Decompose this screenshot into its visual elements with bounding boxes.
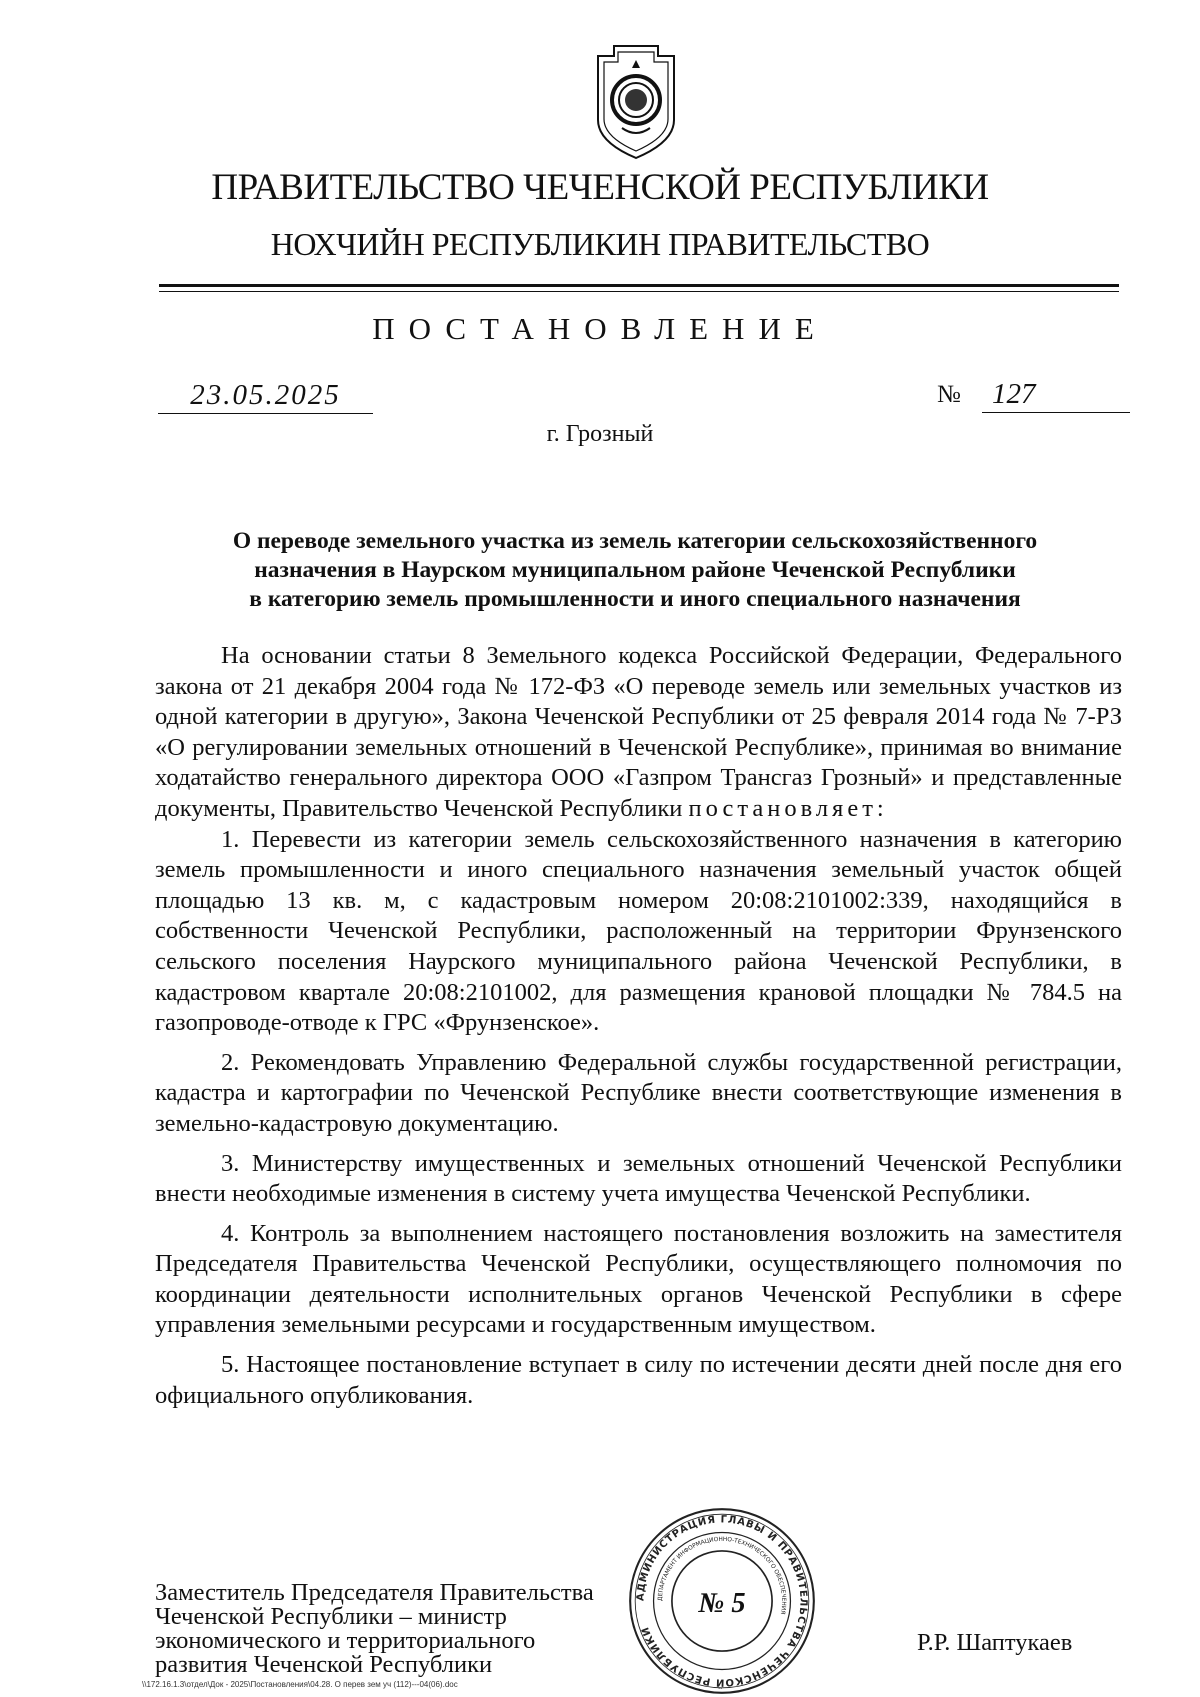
stamp-outer-text: АДМИНИСТРАЦИЯ ГЛАВЫ И ПРАВИТЕЛЬСТВА ЧЕЧЕНСКОЙ РЕСПУБЛИКИ [635, 1514, 809, 1688]
document-body [155, 641, 1122, 1420]
signatory-line: Чеченской Республики – министр [155, 1603, 507, 1630]
document-city: г. Грозный [546, 421, 654, 447]
preamble-text: На основании статьи 8 Земельного кодекса Российской Федерации, Федерального закона от 21 декабря 2004 года № 172-ФЗ «О переводе земель или земельных участков из одной категории в другую», Закона Чеченской Республики от 25 февраля 2014 года № 7-РЗ «О регулировании земельных отношений в Чеченской Республике», принимая во внимание ходатайство генерального директора ООО «Газпром Трансгаз Грозный» и представленные документы, Правительство Чеченской Республики [155, 642, 1122, 822]
title-line: назначения в Наурском муниципальном районе Чеченской Республики [254, 557, 1016, 583]
title-line: О переводе земельного участка из земель категории сельскохозяйственного [232, 528, 1038, 554]
signatory-line: развития Чеченской Республики [155, 1651, 493, 1678]
signatory-line: экономического и территориального [155, 1627, 536, 1654]
signatory-name: Р.Р. Шаптукаев [917, 1629, 1073, 1656]
document-number-block [937, 378, 1036, 410]
document-date: 23.05.2025 [158, 379, 373, 414]
header-divider-thick [159, 284, 1119, 287]
preamble-paragraph [155, 641, 1122, 825]
resolution-item-1: 1. Перевести из категории земель сельскохозяйственного назначения в категорию земель промышленности и иного специального назначения земельный участок общей площадью 13 кв. м, с кадастровым номером 20:08:2101002:339, находящийся в собственности Чеченской Республики, расположенный на территории Фрунзенского сельского поселения Наурского муниципального района Чеченской Республики, в кадастровом квартале 20:08:2101002, для размещения крановой площадки № 784.5 на газопроводе-отводе к ГРС «Фрунзенское». [155, 825, 1122, 1037]
resolves-word: постановляет: [688, 794, 888, 822]
resolution-item-2: 2. Рекомендовать Управлению Федеральной службы государственной регистрации, кадастра и картографии по Чеченской Республике внести соответствующие изменения в земельно-кадастровую документацию. [155, 1048, 1122, 1137]
official-stamp [607, 1505, 837, 1697]
stamp-number: № 5 [698, 1587, 746, 1619]
signatory-position [155, 1581, 594, 1677]
resolution-item-4: 4. Контроль за выполнением настоящего постановления возложить на заместителя Председателя Правительства Чеченской Республики, осуществляющего полномочия по координации деятельности исполнительных органов Чеченской Республики в сфере управления земельными ресурсами и государственным имуществом. [155, 1219, 1122, 1339]
file-path-footer: \\172.16.1.3\отдел\Док - 2025\Постановления\04.28. О перев зем уч (112)---04(06).doc [142, 1680, 458, 1689]
government-name-ru: ПРАВИТЕЛЬСТВО ЧЕЧЕНСКОЙ РЕСПУБЛИКИ [211, 167, 989, 208]
signatory-line: Заместитель Председателя Правительства [155, 1579, 594, 1606]
government-name-ce: НОХЧИЙН РЕСПУБЛИКИН ПРАВИТЕЛЬСТВО [270, 226, 930, 262]
document-number: 127 [982, 376, 1130, 413]
number-label: № [937, 381, 961, 408]
document-title [150, 527, 1120, 614]
stamp-inner-text: ДЕПАРТАМЕНТ ИНФОРМАЦИОННО-ТЕХНИЧЕСКОГО ОБЕСПЕЧЕНИЯ [657, 1536, 787, 1615]
coat-of-arms-icon [592, 42, 680, 162]
title-line: в категорию земель промышленности и иного специального назначения [249, 586, 1021, 612]
resolution-item-5: 5. Настоящее постановление вступает в силу по истечении десяти дней после дня его официального опубликования. [155, 1351, 1122, 1409]
header-divider-thin [159, 291, 1119, 292]
resolution-item-3: 3. Министерству имущественных и земельных отношений Чеченской Республики внести необходимые изменения в систему учета имущества Чеченской Республики. [155, 1149, 1122, 1208]
document-type: ПОСТАНОВЛЕНИЕ [372, 311, 828, 346]
